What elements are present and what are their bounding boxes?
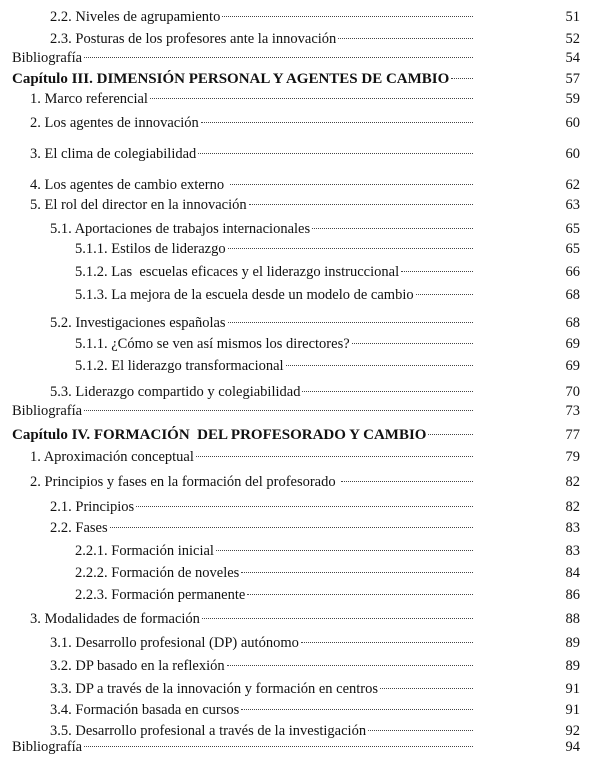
- toc-entry: [75, 564, 475, 582]
- toc-entry: [50, 30, 475, 48]
- toc-entry: [30, 473, 475, 491]
- toc-entry: [30, 610, 475, 628]
- toc-entry-page-number: 92: [565, 723, 580, 739]
- toc-entry-title: 3.1. Desarrollo profesional (DP) autónomo: [50, 635, 299, 651]
- toc-entry-title: 5.1.1. Estilos de liderazgo: [75, 241, 226, 257]
- toc-entry-page-number: 91: [565, 702, 580, 718]
- toc-entry-page-number: 94: [565, 739, 580, 755]
- toc-entry-page-number: 82: [565, 499, 580, 515]
- dot-leader: [352, 343, 473, 344]
- dot-leader: [201, 122, 473, 123]
- dot-leader: [286, 365, 473, 366]
- toc-entry-title: 3.4. Formación basada en cursos: [50, 702, 240, 718]
- toc-entry-title: 2. Principios y fases en la formación del profesorado: [30, 474, 340, 490]
- toc-entry: [75, 542, 475, 560]
- toc-entry-page-number: 84: [565, 565, 580, 581]
- toc-entry-page-number: 82: [565, 474, 580, 490]
- toc-entry: [75, 240, 475, 258]
- toc-entry-title: Bibliografía: [12, 739, 83, 755]
- dot-leader: [301, 642, 473, 643]
- toc-entry-title: 2.1. Principios: [50, 499, 135, 515]
- toc-entry: [30, 90, 475, 108]
- toc-entry: [50, 519, 475, 537]
- toc-entry-page-number: 70: [565, 384, 580, 400]
- toc-entry: [50, 314, 475, 332]
- toc-entry-page-number: 65: [565, 221, 580, 237]
- toc-entry-title: 2. Los agentes de innovación: [30, 115, 199, 131]
- toc-entry-title: 5.1.2. Las escuelas eficaces y el liderazgo instruccional: [75, 264, 400, 280]
- toc-entry-page-number: 68: [565, 315, 580, 331]
- toc-entry-title: 2.2. Niveles de agrupamiento: [50, 9, 221, 25]
- toc-entry-page-number: 68: [565, 287, 580, 303]
- dot-leader: [227, 665, 473, 666]
- toc-chapter-entry: [12, 426, 475, 444]
- dot-leader: [228, 322, 473, 323]
- toc-entry-page-number: 83: [565, 520, 580, 536]
- dot-leader: [230, 184, 473, 185]
- toc-entry-title: 3.5. Desarrollo profesional a través de la investigación: [50, 723, 367, 739]
- toc-entry: [30, 114, 475, 132]
- toc-entry-page-number: 51: [565, 9, 580, 25]
- toc-entry-page-number: 91: [565, 681, 580, 697]
- toc-entry-title: Bibliografía: [12, 50, 83, 66]
- dot-leader: [198, 153, 473, 154]
- dot-leader: [368, 730, 473, 731]
- dot-leader: [110, 527, 473, 528]
- toc-entry: [75, 357, 475, 375]
- toc-entry-title: 2.2.1. Formación inicial: [75, 543, 214, 559]
- dot-leader: [338, 38, 473, 39]
- toc-chapter-entry: [12, 70, 475, 88]
- toc-entry: [30, 176, 475, 194]
- toc-entry-page-number: 63: [565, 197, 580, 213]
- toc-entry-title: 4. Los agentes de cambio externo: [30, 177, 228, 193]
- toc-entry-page-number: 52: [565, 31, 580, 47]
- toc-entry: [50, 220, 475, 238]
- toc-entry: [50, 383, 475, 401]
- dot-leader: [228, 248, 473, 249]
- dot-leader: [150, 98, 473, 99]
- toc-entry: [12, 402, 475, 420]
- dot-leader: [380, 688, 473, 689]
- toc-entry: [50, 8, 475, 26]
- dot-leader: [428, 434, 473, 435]
- dot-leader: [216, 550, 473, 551]
- dot-leader: [196, 456, 473, 457]
- toc-entry-title: 5.1.1. ¿Cómo se ven así mismos los directores?: [75, 336, 350, 352]
- dot-leader: [241, 709, 473, 710]
- toc-entry-title: 5.1.2. El liderazgo transformacional: [75, 358, 284, 374]
- toc-entry-title: 3.2. DP basado en la reflexión: [50, 658, 225, 674]
- dot-leader: [136, 506, 473, 507]
- toc-entry-page-number: 89: [565, 635, 580, 651]
- dot-leader: [247, 594, 473, 595]
- toc-entry-title: 5.2. Investigaciones españolas: [50, 315, 226, 331]
- toc-entry: [50, 634, 475, 652]
- dot-leader: [401, 271, 473, 272]
- dot-leader: [84, 410, 473, 411]
- toc-entry-title: 5.1.3. La mejora de la escuela desde un modelo de cambio: [75, 287, 414, 303]
- toc-entry-page-number: 83: [565, 543, 580, 559]
- toc-entry-title: 1. Marco referencial: [30, 91, 148, 107]
- toc-entry-page-number: 62: [565, 177, 580, 193]
- toc-entry-title: 5.1. Aportaciones de trabajos internacionales: [50, 221, 311, 237]
- toc-entry-page-number: 65: [565, 241, 580, 257]
- dot-leader: [222, 16, 473, 17]
- toc-entry-title: 5. El rol del director en la innovación: [30, 197, 247, 213]
- toc-entry-title: 2.2.2. Formación de noveles: [75, 565, 240, 581]
- dot-leader: [312, 228, 473, 229]
- toc-entry: [50, 701, 475, 719]
- dot-leader: [341, 481, 473, 482]
- toc-entry-page-number: 57: [565, 71, 580, 87]
- toc-entry-title: 2.2. Fases: [50, 520, 108, 536]
- toc-entry-title: 3.3. DP a través de la innovación y formación en centros: [50, 681, 379, 697]
- toc-entry-title: 1. Aproximación conceptual: [30, 449, 194, 465]
- toc-entry-title: 5.3. Liderazgo compartido y colegiabilidad: [50, 384, 301, 400]
- toc-entry-title: Bibliografía: [12, 403, 83, 419]
- dot-leader: [249, 204, 473, 205]
- toc-entry-page-number: 66: [565, 264, 580, 280]
- toc-entry-page-number: 69: [565, 336, 580, 352]
- toc-entry: [75, 263, 475, 281]
- toc-entry-title: 3. El clima de colegiabilidad: [30, 146, 197, 162]
- toc-entry-page-number: 73: [565, 403, 580, 419]
- dot-leader: [84, 746, 473, 747]
- toc-entry-title: Capítulo IV. FORMACIÓN DEL PROFESORADO Y CAMBIO: [12, 427, 427, 443]
- toc-entry-title: 2.2.3. Formación permanente: [75, 587, 246, 603]
- toc-entry-page-number: 60: [565, 115, 580, 131]
- toc-entry: [50, 657, 475, 675]
- toc-entry-page-number: 86: [565, 587, 580, 603]
- toc-entry: [75, 335, 475, 353]
- toc-entry: [12, 49, 475, 67]
- dot-leader: [302, 391, 473, 392]
- toc-entry: [30, 145, 475, 163]
- toc-entry: [30, 448, 475, 466]
- toc-entry-title: 2.3. Posturas de los profesores ante la innovación: [50, 31, 337, 47]
- toc-entry-title: Capítulo III. DIMENSIÓN PERSONAL Y AGENTES DE CAMBIO: [12, 71, 450, 87]
- toc-entry: [50, 680, 475, 698]
- dot-leader: [84, 57, 473, 58]
- toc-entry-title: 3. Modalidades de formación: [30, 611, 200, 627]
- toc-entry-page-number: 60: [565, 146, 580, 162]
- toc-entry-page-number: 59: [565, 91, 580, 107]
- toc-entry-page-number: 54: [565, 50, 580, 66]
- dot-leader: [202, 618, 473, 619]
- toc-entry-page-number: 89: [565, 658, 580, 674]
- toc-entry-page-number: 77: [565, 427, 580, 443]
- toc-entry: [12, 738, 475, 756]
- toc-entry-page-number: 79: [565, 449, 580, 465]
- toc-entry-page-number: 88: [565, 611, 580, 627]
- toc-entry: [30, 196, 475, 214]
- dot-leader: [451, 78, 473, 79]
- toc-entry: [50, 498, 475, 516]
- dot-leader: [241, 572, 473, 573]
- toc-entry: [75, 586, 475, 604]
- dot-leader: [416, 294, 473, 295]
- toc-entry: [75, 286, 475, 304]
- toc-entry-page-number: 69: [565, 358, 580, 374]
